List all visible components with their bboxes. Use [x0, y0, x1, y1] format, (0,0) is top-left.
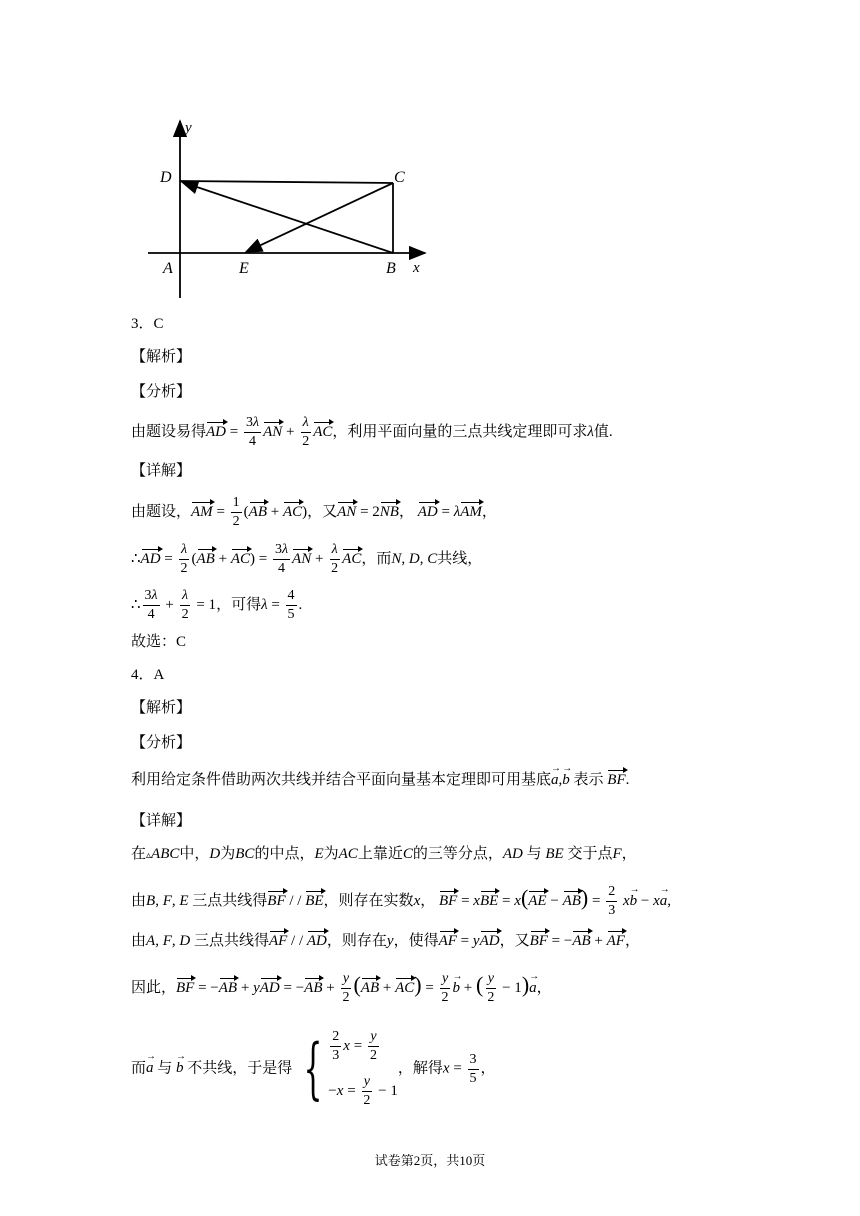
- point-label-E: E: [239, 260, 249, 277]
- segment-DC: [180, 181, 393, 183]
- math: AC: [313, 419, 332, 440]
- q3-answer: 故选：C: [131, 634, 187, 650]
- text: ，可得: [216, 596, 262, 613]
- text: 由题设，: [131, 503, 192, 520]
- math: AM: [191, 499, 213, 520]
- q4-detail-line-4: 因此，BF = −AB + yAD = −AB + $\frac{y}{2}$ (AB + AC) = $\frac{y}{2}$ b → + ( $\frac{y}{2}$ − 1)a →，: [131, 970, 552, 1007]
- text: 共线，: [437, 550, 483, 567]
- point-label-A: A: [163, 260, 173, 277]
- text: ∴: [131, 550, 141, 567]
- geometry-figure: [140, 115, 440, 305]
- point-label-C: C: [394, 169, 405, 186]
- text: 由题设易得: [131, 423, 207, 440]
- q4-detail-line-3: 由A, F, D 三点共线得AF / / AD，则存在y，使得AF = yAD，又BF = −AB + AF，: [131, 928, 640, 951]
- point-label-B: B: [386, 260, 396, 277]
- text: ，又: [307, 503, 338, 520]
- text: ，而: [361, 550, 392, 567]
- q3-tag-fenxi: 【分析】: [131, 384, 192, 400]
- q4-tag-jiexi: 【解析】: [131, 700, 192, 716]
- q4-detail-line-2: 由B, F, E 三点共线得BF / / BE，则存在实数x， BF = xBE = x(AE − AB) = $\frac{2}{3}$ xb → − xa →,: [131, 883, 671, 920]
- q3-fenxi-line: 由题设易得AD = $\frac{3\lambda}{4}$ AN + $\frac{\lambda}{2}$ AC，利用平面向量的三点共线定理即可求λ值.: [131, 415, 613, 449]
- page-footer: 试卷第2页，共10页: [374, 1153, 486, 1168]
- math: AD: [206, 419, 226, 440]
- text: ∴: [131, 596, 141, 613]
- text: 利用给定条件借助两次共线并结合平面向量基本定理即可用基底: [131, 772, 552, 788]
- q4-fenxi-line: 利用给定条件借助两次共线并结合平面向量基本定理即可用基底a →,b → 表示 BF.: [131, 767, 629, 790]
- text: .: [298, 596, 303, 613]
- text: ，: [481, 503, 497, 520]
- q3-tag-xiangjie: 【详解】: [131, 463, 192, 479]
- equation-system: { $\frac{2}{3}$ x = $\frac{y}{2}$ −x = $\frac{y}{2}$ − 1: [303, 1029, 398, 1108]
- math-fraction: $\frac{3\lambda}{4}$: [245, 415, 260, 449]
- q4-tag-xiangjie: 【详解】: [131, 813, 192, 829]
- q3-detail-line-2: ∴AD = $\frac{\lambda}{2}$ (AB + AC) = $\frac{3\lambda}{4}$ AN + $\frac{\lambda}{2}$ AC，而N, D, C共线，: [131, 542, 483, 576]
- text: ，利用平面向量的三点共线定理即可求: [332, 423, 588, 440]
- q4-detail-line-1: 在▵ABC中，D为BC的中点，E为AC上靠近C的三等分点，AD 与 BE 交于点F，: [131, 846, 637, 862]
- axis-label-y: y: [185, 120, 192, 136]
- q4-number: 4．A: [131, 667, 165, 683]
- math-fraction: $\frac{\lambda}{2}$: [302, 415, 310, 449]
- q3-number: 3．C: [131, 316, 164, 332]
- vector-BD: [182, 182, 393, 253]
- text: 表示: [573, 772, 604, 788]
- q3-detail-line-3: ∴ $\frac{3\lambda}{4}$ + $\frac{\lambda}{2}$ = 1，可得λ = $\frac{4}{5}$ .: [131, 588, 303, 622]
- axis-label-x: x: [413, 260, 420, 276]
- text: 值.: [593, 423, 613, 440]
- q3-tag-jiexi: 【解析】: [131, 349, 192, 365]
- q3-detail-line-1: 由题设，AM = $\frac{1}{2}$ (AB + AC)，又AN = 2NB， AD = λAM，: [131, 495, 497, 529]
- q4-tag-fenxi: 【分析】: [131, 735, 192, 751]
- point-label-D: D: [160, 169, 172, 186]
- vector-CE: [246, 183, 393, 252]
- text: .: [625, 772, 630, 788]
- text: ，: [398, 503, 414, 520]
- q4-detail-line-5: 而a → 与 b → 不共线，于是得 { $\frac{2}{3}$ x = $\frac{y}{2}$ −x = $\frac{y}{2}$ − 1 ，解得x = $\frac{3}{5}$ ，: [131, 1028, 496, 1110]
- math: AN: [263, 419, 282, 440]
- math-fraction: $\frac{1}{2}$: [232, 495, 240, 529]
